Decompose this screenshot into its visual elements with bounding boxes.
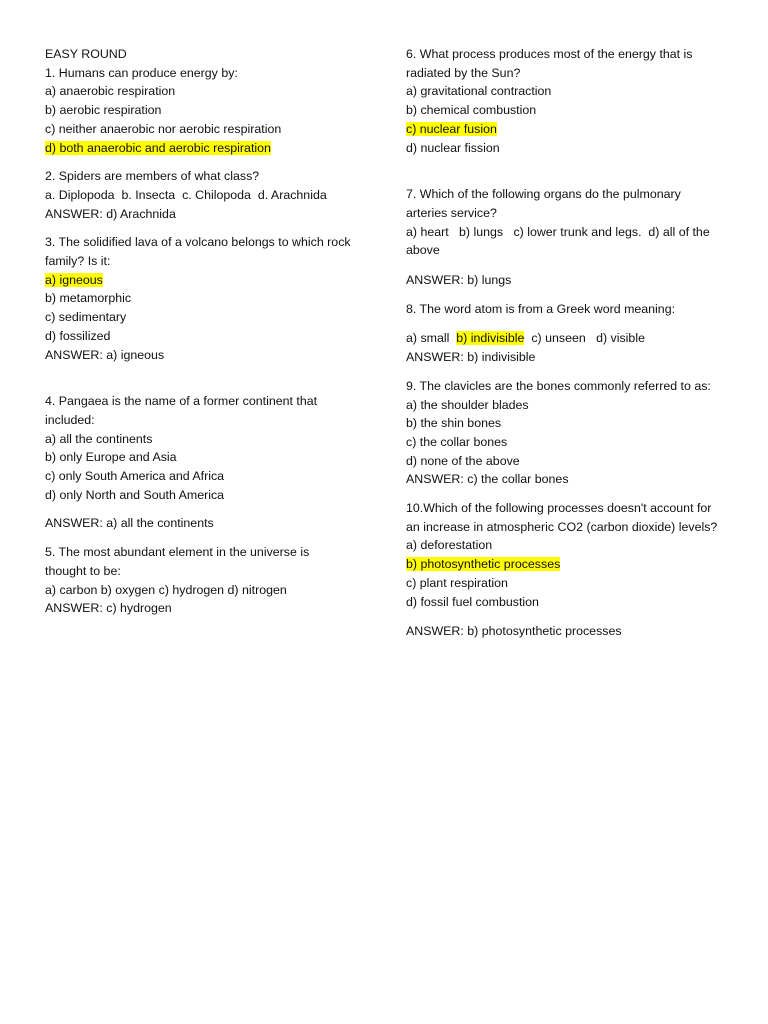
question-text-line-1: 6. What process produces most of the energy that is [406, 47, 693, 61]
option-b: b) aerobic respiration [45, 103, 162, 118]
options-line-1: a) heart b) lungs c) lower trunk and legs. d) all of the [406, 224, 710, 239]
question-7 [406, 185, 736, 290]
question-text-line-1: 7. Which of the following organs do the pulmonary [406, 187, 681, 202]
question-8 [406, 300, 736, 367]
option-a-highlighted: a) igneous [45, 272, 103, 287]
options-inline: a. Diplopoda b. Insecta c. Chilopoda d. Arachnida [45, 187, 327, 202]
option-b-highlighted: b) indivisible [456, 331, 525, 346]
option-c-highlighted: c) nuclear fusion [406, 121, 497, 136]
option-b: b) chemical combustion [406, 103, 537, 118]
answer-text: ANSWER: b) photosynthetic processes [406, 624, 622, 639]
question-text-line-1: 5. The most abundant element in the universe is [45, 545, 310, 560]
question-9 [406, 377, 736, 489]
option-d: d) only North and South America [45, 487, 225, 502]
question-text-line-2: thought to be: [45, 563, 121, 578]
answer-text: ANSWER: d) Arachnida [45, 206, 176, 221]
question-text-line-1: 3. The solidified lava of a volcano belongs to which rock [45, 235, 351, 250]
question-10 [406, 499, 736, 641]
option-a: a) gravitational contraction [406, 84, 552, 99]
option-d: d) fossil fuel combustion [406, 594, 539, 609]
option-d: d) fossilized [45, 328, 111, 343]
option-c: c) neither anaerobic nor aerobic respiration [45, 121, 282, 136]
question-text-line-1: 10.Which of the following processes doesn't account for [406, 501, 712, 516]
options-inline: a) carbon b) oxygen c) hydrogen d) nitrogen [45, 582, 287, 597]
answer-text: ANSWER: a) igneous [45, 347, 165, 362]
question-1 [45, 64, 375, 158]
question-text: 2. Spiders are members of what class? [45, 169, 260, 184]
option-d: d) nuclear fission [406, 140, 500, 155]
question-text-line-1: 4. Pangaea is the name of a former continent that [45, 394, 318, 409]
right-column [406, 45, 736, 641]
option-c: c) only South America and Africa [45, 469, 225, 484]
question-4 [45, 392, 375, 533]
option-b: b) metamorphic [45, 291, 132, 306]
question-text-line-2: arteries service? [406, 205, 497, 220]
option-c: c) plant respiration [406, 575, 508, 590]
options-line-2: above [406, 243, 440, 258]
option-a: a) all the continents [45, 431, 153, 446]
question-text: 9. The clavicles are the bones commonly referred to as: [406, 378, 711, 393]
option-c: c) sedimentary [45, 310, 127, 325]
question-text-line-2: an increase in atmospheric CO2 (carbon dioxide) levels? [406, 519, 718, 534]
answer-text: ANSWER: a) all the continents [45, 516, 214, 531]
option-c: c) the collar bones [406, 434, 508, 449]
option-d-highlighted: d) both anaerobic and aerobic respiration [45, 140, 271, 155]
option-b: b) only Europe and Asia [45, 450, 177, 465]
question-3 [45, 233, 375, 364]
question-text-line-2: family? Is it: [45, 254, 111, 269]
option-a: a) anaerobic respiration [45, 84, 176, 99]
options-rest: c) unseen d) visible [524, 331, 645, 346]
question-2 [45, 167, 375, 223]
option-b: b) the shin bones [406, 416, 502, 431]
option-b-highlighted: b) photosynthetic processes [406, 557, 561, 572]
question-text-line-2: included: [45, 412, 95, 427]
option-a: a) the shoulder blades [406, 397, 529, 412]
question-5 [45, 543, 375, 618]
question-text-line-2: radiated by the Sun? [406, 65, 521, 80]
answer-text: ANSWER: c) the collar bones [406, 472, 569, 487]
question-6 [406, 45, 736, 157]
option-a: a) deforestation [406, 538, 493, 553]
question-text: 1. Humans can produce energy by: [45, 65, 238, 80]
answer-text: ANSWER: b) indivisible [406, 350, 536, 365]
answer-text: ANSWER: c) hydrogen [45, 601, 172, 616]
option-a: a) small [406, 331, 457, 346]
answer-text: ANSWER: b) lungs [406, 273, 512, 288]
options-inline [406, 329, 736, 348]
left-column [45, 45, 375, 618]
round-heading: EASY ROUND [45, 47, 127, 61]
option-d: d) none of the above [406, 453, 520, 468]
question-text: 8. The word atom is from a Greek word meaning: [406, 301, 676, 316]
